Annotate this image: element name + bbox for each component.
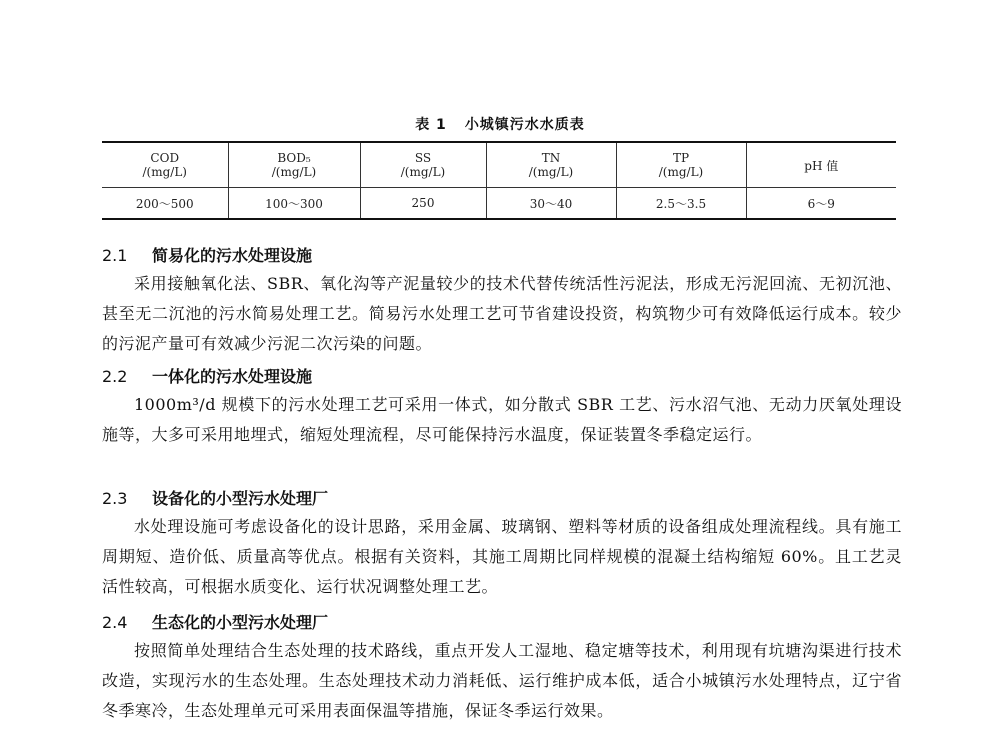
value-tp: 2.5～3.5 [616, 188, 746, 220]
section-2-2 [102, 364, 902, 450]
table-caption [0, 114, 1000, 134]
value-cod: 200～500 [102, 188, 228, 220]
section-title: 简易化的污水处理设施 [152, 246, 313, 265]
section-heading [102, 364, 902, 390]
section-title: 一体化的污水处理设施 [152, 367, 313, 386]
header-cod: COD [102, 142, 228, 165]
header-ph: pH 值 [746, 142, 896, 188]
value-ss: 250 [360, 188, 486, 220]
unit-tp: /(mg/L) [616, 165, 746, 188]
value-tn: 30～40 [486, 188, 616, 220]
header-tn: TN [486, 142, 616, 165]
table-caption-number: 表 1 [415, 117, 447, 133]
section-paragraph: 1000m³/d 规模下的污水处理工艺可采用一体式，如分散式 SBR 工艺、污水沼气池、无动力厌氧处理设施等，大多可采用地埋式，缩短处理流程，尽可能保持污水温度，保证装置冬季稳定运行。 [102, 395, 902, 444]
section-heading [102, 486, 902, 512]
section-paragraph: 水处理设施可考虑设备化的设计思路，采用金属、玻璃钢、塑料等材质的设备组成处理流程线。具有施工周期短、造价低、质量高等优点。根据有关资料，其施工周期比同样规模的混凝土结构缩短 60%。且工艺灵活性较高，可根据水质变化、运行状况调整处理工艺。 [102, 517, 902, 596]
section-2-4 [102, 610, 902, 726]
table-caption-title: 小城镇污水水质表 [464, 117, 585, 133]
header-bod5: BOD₅ [228, 142, 360, 165]
section-paragraph: 采用接触氧化法、SBR、氧化沟等产泥量较少的技术代替传统活性污泥法，形成无污泥回流、无初沉池、甚至无二沉池的污水简易处理工艺。简易污水处理工艺可节省建设投资，构筑物少可有效降低运行成本。较少的污泥产量可有效减少污泥二次污染的问题。 [102, 274, 902, 353]
unit-bod5: /(mg/L) [228, 165, 360, 188]
section-2-3 [102, 486, 902, 602]
value-bod5: 100～300 [228, 188, 360, 220]
unit-ss: /(mg/L) [360, 165, 486, 188]
section-number: 2.3 [102, 489, 128, 508]
section-paragraph: 按照简单处理结合生态处理的技术路线，重点开发人工湿地、稳定塘等技术，利用现有坑塘沟渠进行技术改造，实现污水的生态处理。生态处理技术动力消耗低、运行维护成本低，适合小城镇污水处理特点，辽宁省冬季寒冷，生态处理单元可采用表面保温等措施，保证冬季运行效果。 [102, 641, 902, 720]
section-number: 2.2 [102, 367, 128, 386]
section-heading [102, 610, 902, 636]
section-number: 2.1 [102, 246, 128, 265]
section-title: 设备化的小型污水处理厂 [152, 489, 329, 508]
water-quality-table [102, 141, 896, 220]
section-2-1 [102, 243, 902, 359]
table-row [102, 188, 896, 220]
unit-cod: /(mg/L) [102, 165, 228, 188]
header-ss: SS [360, 142, 486, 165]
header-tp: TP [616, 142, 746, 165]
section-heading [102, 243, 902, 269]
section-number: 2.4 [102, 613, 128, 632]
unit-tn: /(mg/L) [486, 165, 616, 188]
table-header-row [102, 142, 896, 165]
section-title: 生态化的小型污水处理厂 [152, 613, 329, 632]
value-ph: 6～9 [746, 188, 896, 220]
